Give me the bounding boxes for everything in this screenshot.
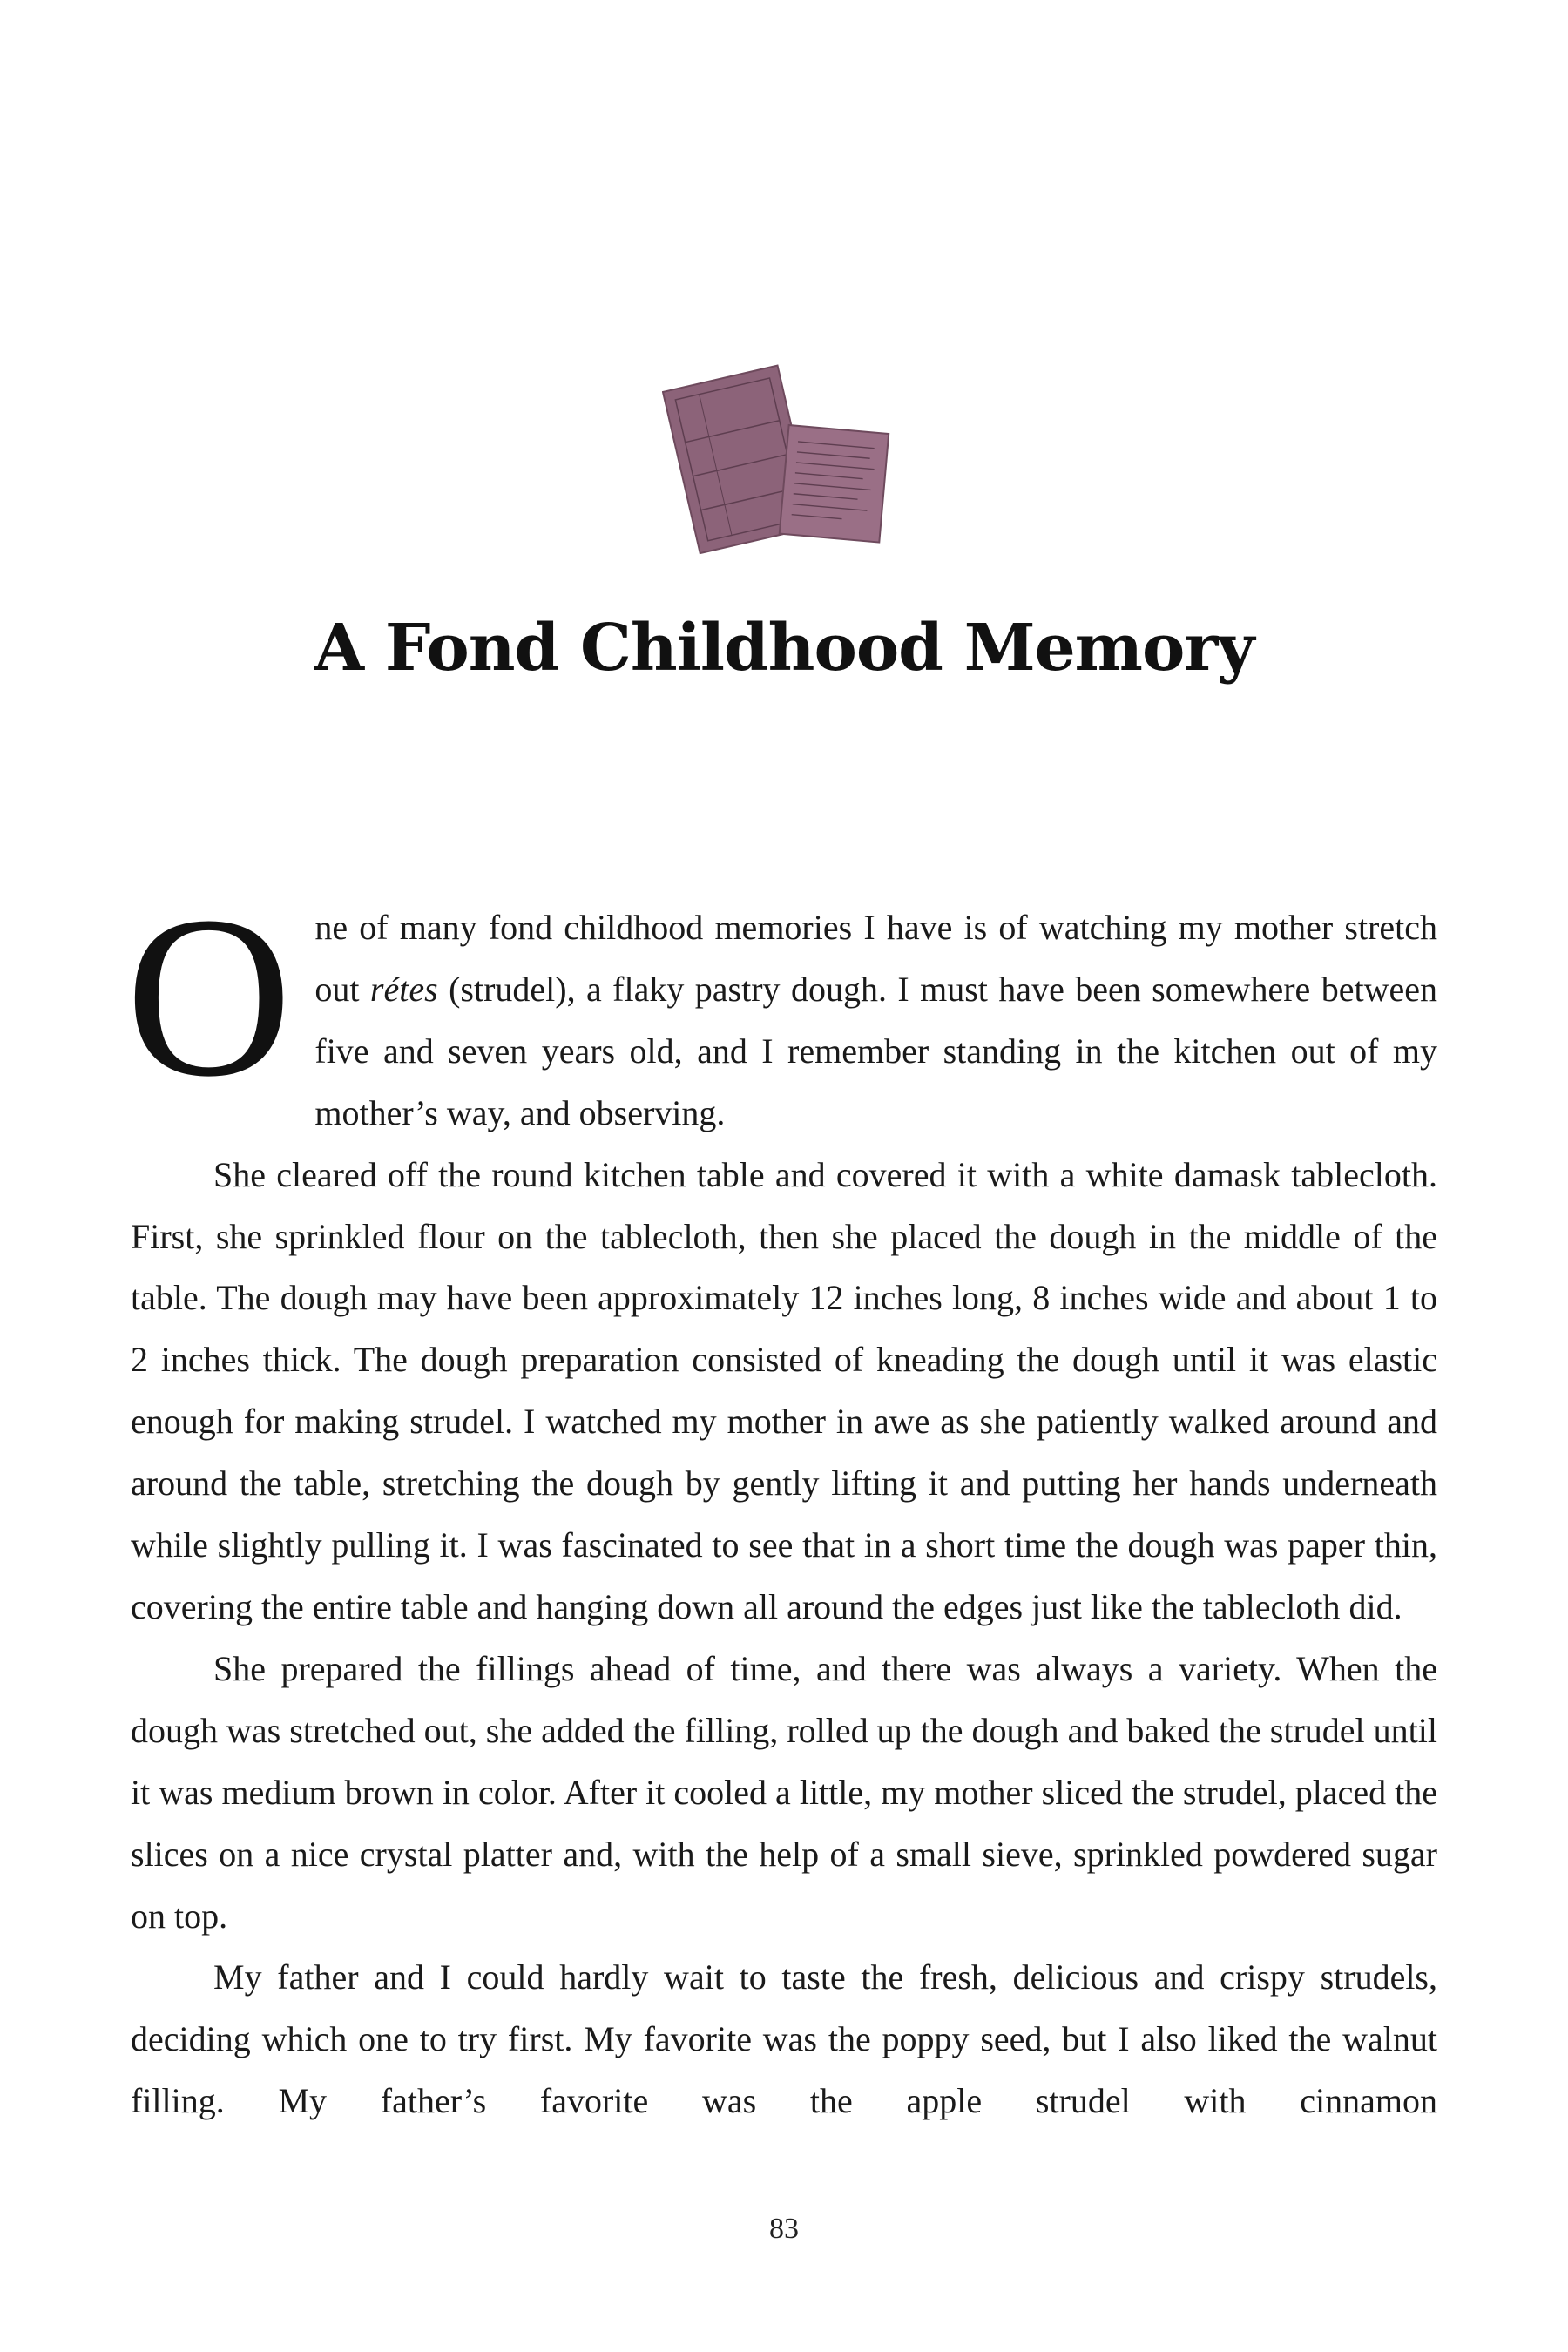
paragraph-1 [125, 869, 1437, 1145]
recipe-cards-icon [662, 362, 906, 571]
paragraph-1-text-after: (strudel), a flaky pastry dough. I must have been somewhere between five and seven years old, and I remember standing in the kitchen out of my mother’s way, and observing. [314, 969, 1437, 1132]
paragraph-1-text-before: ne of many fond childhood memories I have is of watching my mother stretch out [314, 908, 1437, 1009]
paragraph-2: She cleared off the round kitchen table and covered it with a white damask tablecloth. First, she sprinkled flour on the tablecloth, then she placed the dough in the middle of the table. The dough may have been approximately 12 inches long, 8 inches wide and about 1 to 2 inches thick. The dough preparation consisted of kneading the dough until it was elastic enough for making strudel. I watched my mother in awe as she patiently walked around and around the table, stretching the dough by gently lifting it and putting her hands underneath while slightly pulling it. I was fascinated to see that in a short time the dough was paper thin, covering the entire table and hanging down all around the edges just like the tablecloth did. [131, 1154, 1437, 1626]
paragraph-1-italic-word: rétes [369, 969, 438, 1009]
drop-cap: O [125, 869, 293, 1125]
body-text [125, 869, 1437, 2132]
page-number: 83 [769, 2213, 799, 2245]
chapter-title: A Fond Childhood Memory [314, 611, 1254, 686]
paragraph-3: She prepared the fillings ahead of time, and there was always a variety. When the dough was stretched out, she added the filling, rolled up the dough and baked the strudel until it was medium brown in color. After it cooled a little, my mother sliced the strudel, placed the slices on a nice crystal platter and, with the help of a small sieve, sprinkled powdered sugar on top. [131, 1648, 1437, 1936]
paragraph-4: My father and I could hardly wait to taste the fresh, delicious and crispy strudels, deciding which one to try first. My favorite was the poppy seed, but I also liked the walnut filling. My father’s favorite was the apple strudel with cinnamon [131, 1957, 1437, 2121]
